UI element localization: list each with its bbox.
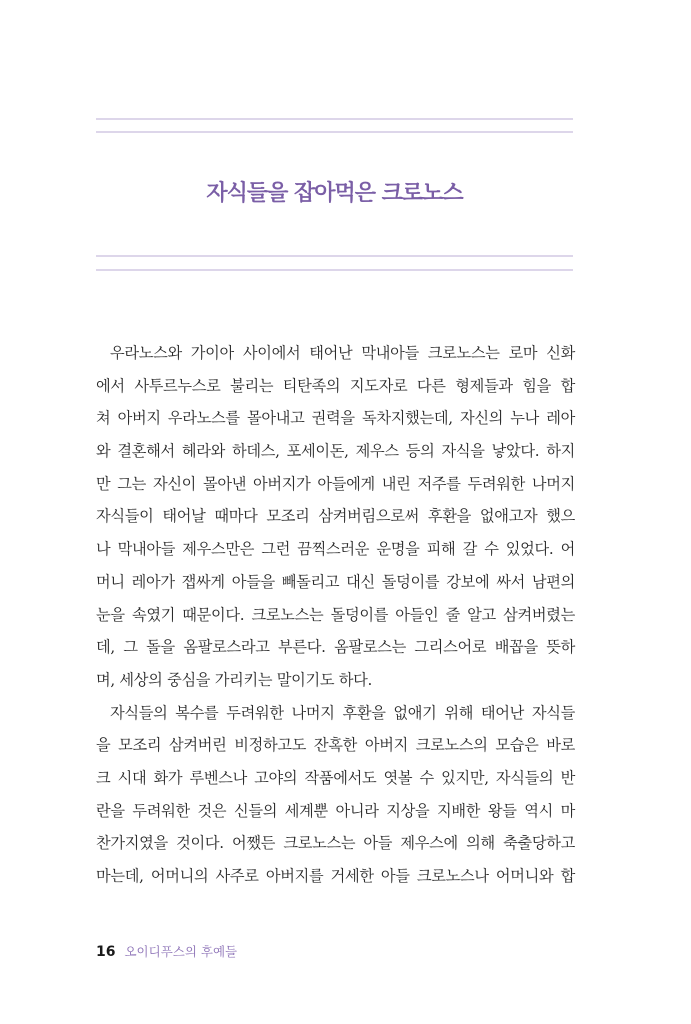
text-line: 에서 사투르누스로 불리는 티탄족의 지도자로 다른 형제들과 힘을 합: [96, 376, 575, 395]
text-line: 나 막내아들 제우스만은 그런 끔찍스러운 운명을 피해 갈 수 있었다. 어: [96, 540, 575, 559]
text-line: 눈을 속였기 때문이다. 크로노스는 돌덩이를 아들인 줄 알고 삼켜버렸는: [96, 605, 575, 624]
text-line: 크 시대 화가 루벤스나 고야의 작품에서도 엿볼 수 있지만, 자식들의 반: [96, 768, 575, 787]
text-line: 와 결혼해서 헤라와 하데스, 포세이돈, 제우스 등의 자식을 낳았다. 하지: [96, 442, 575, 461]
text-line: 데, 그 돌을 옴팔로스라고 부른다. 옴팔로스는 그리스어로 배꼽을 뜻하: [96, 638, 575, 657]
text-line: 자식들의 복수를 두려워한 나머지 후환을 없애기 위해 태어난 자식들: [110, 703, 575, 722]
page-number: 16: [96, 944, 116, 960]
top-rule-2: [96, 131, 573, 133]
text-line: 만 그는 자신이 몰아낸 아버지가 아들에게 내린 저주를 두려워한 나머지: [96, 474, 575, 493]
text-line: 자식들이 태어날 때마다 모조리 삼켜버림으로써 후환을 없애고자 했으: [96, 507, 575, 526]
body-text: [96, 337, 575, 893]
chapter-title: 자식들을 잡아먹은 크로노스: [206, 181, 463, 206]
page-footer: [96, 942, 237, 960]
text-line: 마는데, 어머니의 사주로 아버지를 거세한 아들 크로노스나 어머니와 합: [96, 867, 575, 885]
top-rule-1: [96, 118, 573, 120]
paragraph-1: [96, 337, 575, 697]
bottom-rule-2: [96, 269, 573, 271]
text-line: 쳐 아버지 우라노스를 몰아내고 권력을 독차지했는데, 자신의 누나 레아: [96, 409, 575, 428]
text-line: 며, 세상의 중심을 가리키는 말이기도 하다.: [96, 670, 373, 689]
bottom-rule-1: [96, 255, 573, 257]
text-line: 머니 레아가 잽싸게 아들을 빼돌리고 대신 돌덩이를 강보에 싸서 남편의: [96, 572, 575, 591]
paragraph-2: [96, 697, 575, 893]
text-line: 을 모조리 삼켜버린 비정하고도 잔혹한 아버지 크로노스의 모습은 바로: [96, 736, 575, 755]
running-title: 오이디푸스의 후예들: [124, 944, 238, 959]
text-line: 란을 두려워한 것은 신들의 세계뿐 아니라 지상을 지배한 왕들 역시 마: [96, 801, 575, 820]
text-line: 찬가지였을 것이다. 어쨌든 크로노스는 아들 제우스에 의해 축출당하고: [96, 834, 575, 853]
text-line: 우라노스와 가이아 사이에서 태어난 막내아들 크로노스는 로마 신화: [110, 344, 575, 362]
